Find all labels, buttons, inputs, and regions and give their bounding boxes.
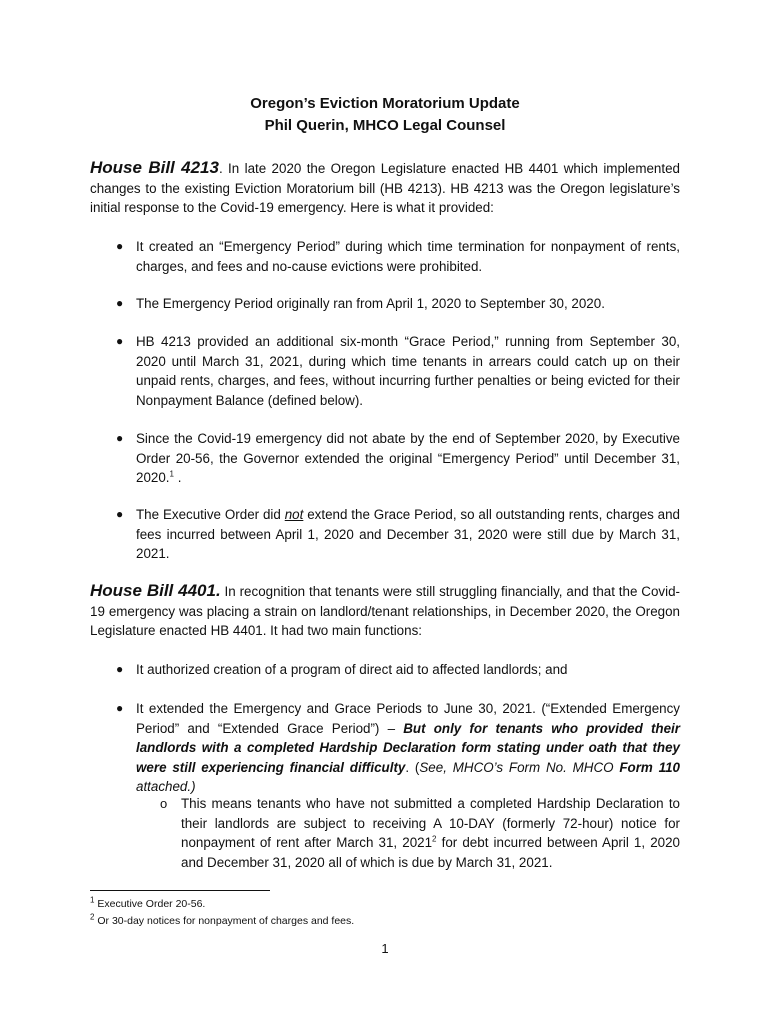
page-number: 1: [381, 941, 389, 956]
list-item-text: extend the Grace Period, so all outstanding rents, charges and fees incurred between April 1, 2020 and December 31, 2020 were still due by March 31, 2021.: [136, 507, 681, 561]
sub-list-item: [181, 794, 680, 872]
form-attached: attached.): [136, 779, 196, 794]
document-subtitle: Phil Querin, MHCO Legal Counsel: [264, 117, 506, 134]
list-item: [136, 429, 680, 488]
list-item: It authorized creation of a program of direct aid to affected landlords; and: [136, 662, 568, 677]
footnote-ref-1: 1: [169, 469, 174, 479]
form-reference: See, MHCO’s Form No. MHCO: [419, 759, 620, 775]
footnote-number: 1: [90, 895, 95, 905]
bullet-icon: ●: [116, 334, 124, 348]
footnote-2: [90, 912, 680, 928]
footnote-text: Executive Order 20-56.: [94, 898, 206, 910]
section-hb4401-intro: [90, 581, 680, 641]
list-item: [136, 699, 680, 797]
section-hb4213-text: . In late 2020 the Oregon Legislature enacted HB 4401 which implemented changes to the existing Eviction Moratorium bill (HB 4213). HB 4213 was the Oregon legislature’s initial response to the Covid-19 emergency. Here is what it provided:: [90, 161, 680, 215]
bullet-icon: ●: [116, 507, 124, 521]
section-hb4401-text: In recognition that tenants were still struggling financially, and that the Covid-19 emergency was placing a strain on landlord/tenant relationships, in December 2020, the Oregon Legislature enacted HB 4401. It had two main functions:: [90, 584, 680, 638]
section-heading-hb4401: House Bill 4401.: [90, 581, 221, 600]
sub-list-item-text: This means tenants who have not submitted a completed Hardship Declaration to their landlords are subject to receiving A 10-DAY (formerly 72-hour) notice for nonpayment of rent after March 31, 2021: [181, 796, 680, 850]
list-item: It created an “Emergency Period” during which time termination for nonpayment of rents, charges, and fees and no-cause evictions were prohibited.: [136, 239, 680, 274]
footnote-1: [90, 895, 680, 911]
list-item-text: It extended the Emergency and Grace Periods to June 30, 2021. (“Extended Emergency Period” and “Extended Grace Period”) –: [136, 701, 680, 736]
bullet-icon: ●: [116, 701, 124, 715]
list-item-text: . (: [405, 759, 420, 775]
list-item: [136, 505, 680, 564]
list-item-text: Since the Covid-19 emergency did not abate by the end of September 2020, by Executive Order 20-56, the Governor extended the original “Emergency Period” until December 31, 2020.: [136, 431, 680, 485]
bullet-icon: ●: [116, 239, 124, 253]
footnote-text: Or 30-day notices for nonpayment of charges and fees.: [94, 915, 355, 927]
section-hb4213-intro: [90, 158, 680, 218]
footnote-ref-2: 2: [432, 834, 437, 844]
sub-bullet-icon: o: [160, 796, 168, 811]
emphasis-hardship: But only for tenants who provided their landlords with a completed Hardship Declaration form stating under oath that they were still experiencing financial difficulty: [136, 720, 680, 775]
bullet-icon: ●: [116, 296, 124, 310]
list-item: The Emergency Period originally ran from April 1, 2020 to September 30, 2020.: [136, 296, 605, 311]
sub-list-item-text: for debt incurred between April 1, 2020 and December 31, 2020 all of which is due by March 31, 2021.: [181, 835, 681, 870]
section-heading-hb4213: House Bill 4213: [90, 158, 219, 177]
form-number: Form 110: [619, 759, 681, 775]
list-item-tail: .: [173, 470, 182, 485]
document-title: Oregon’s Eviction Moratorium Update: [250, 95, 520, 112]
bullet-icon: ●: [116, 662, 124, 676]
bullet-icon: ●: [116, 431, 124, 445]
list-item-text: The Executive Order did: [136, 507, 285, 522]
footnote-divider: [90, 890, 270, 891]
emphasis-not: not: [284, 507, 304, 522]
footnote-number: 2: [90, 912, 95, 922]
list-item: HB 4213 provided an additional six-month “Grace Period,” running from September 30, 2020 until March 31, 2021, during which time tenants in arrears could catch up on their unpaid rents, charges, and fees, without incurring further penalties or being evicted for their Nonpayment Balance (defined below).: [136, 334, 680, 408]
